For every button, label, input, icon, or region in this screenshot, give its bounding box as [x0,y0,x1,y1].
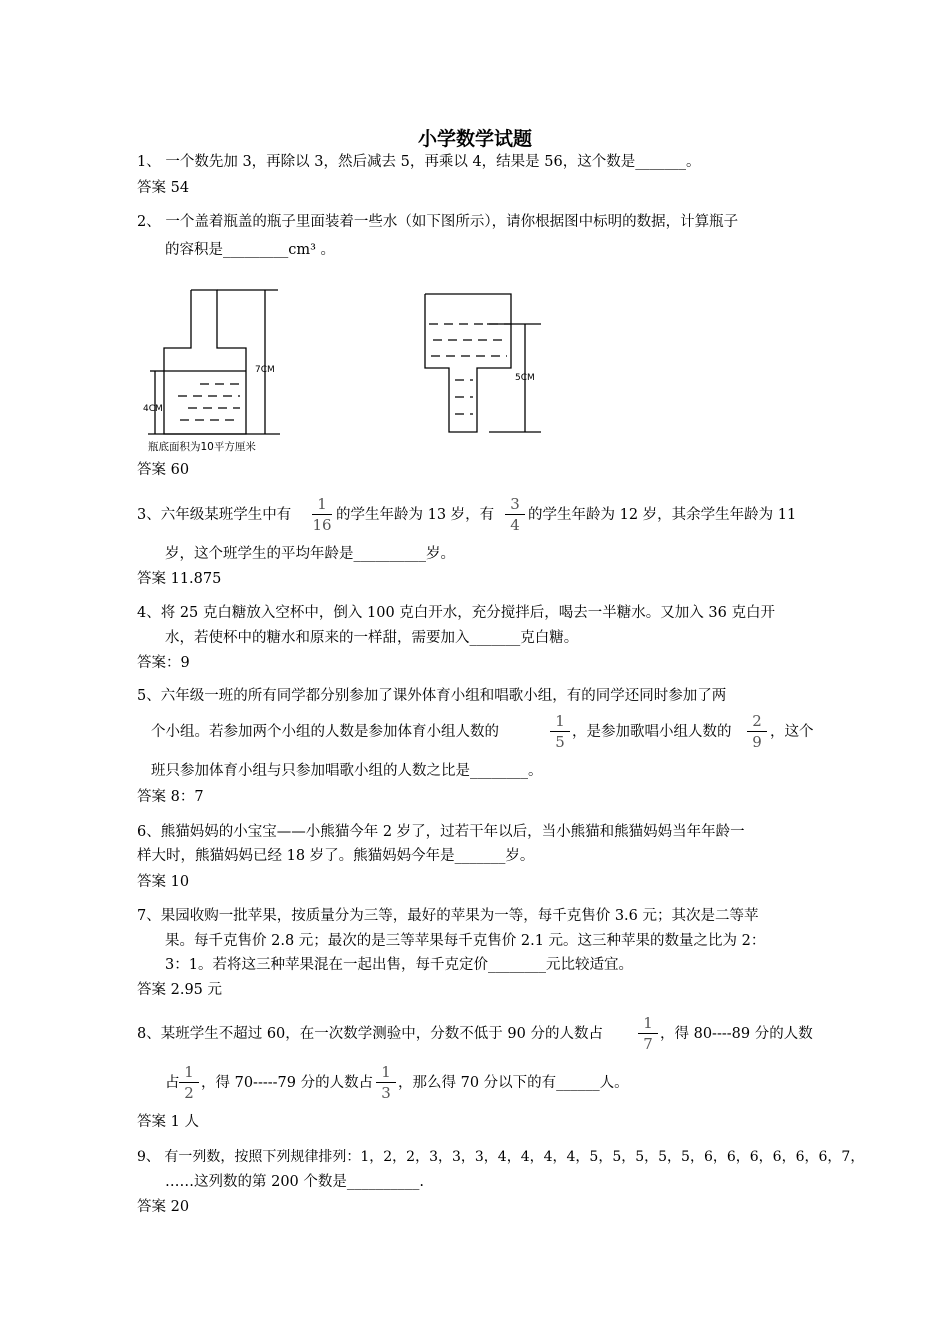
fraction-1-16: 1 16 [312,495,332,534]
fraction-1-5: 1 5 [547,713,573,750]
question-5-line-3: 班只参加体育小组与只参加唱歌小组的人数之比是________。 [151,763,543,779]
question-2-line-1: 2、 一个盖着瓶盖的瓶子里面装着一些水（如下图所示），请你根据图中标明的数据，计算瓶子 [137,214,739,230]
fraction-1-3: 1 3 [373,1064,399,1101]
answer-2: 答案 60 [137,462,190,478]
question-8-part-c: 占 [165,1075,180,1091]
question-3-part-b: 的学生年龄为 13 岁，有 [336,507,495,523]
question-7-line-3: 3：1。若将这三种苹果混在一起出售，每千克定价________元比较适宜。 [165,957,633,973]
answer-7: 答案 2.95 元 [137,982,223,998]
question-3-line-2: 岁，这个班学生的平均年龄是__________岁。 [165,546,455,562]
fig1-height-label: 7CM [255,365,275,375]
bottle-inverted-figure [415,284,555,436]
question-5-line-1: 5、六年级一班的所有同学都分别参加了课外体育小组和唱歌小组，有的同学还同时参加了两 [137,688,727,704]
answer-3: 答案 11.875 [137,571,222,587]
question-7-line-2: 果。每千克售价 2.8 元；最次的是三等苹果每千克售价 2.1 元。这三种苹果的数量之比为 2： [165,933,766,949]
fraction-1-7: 1 7 [635,1015,661,1052]
answer-4: 答案：9 [137,655,190,671]
answer-5: 答案 8：7 [137,789,204,805]
question-6-line-1: 6、熊猫妈妈的小宝宝——小熊猫今年 2 岁了，过若干年以后，当小熊猫和熊猫妈妈当年年龄一 [137,824,745,840]
question-6-line-2: 样大时，熊猫妈妈已经 18 岁了。熊猫妈妈今年是_______岁。 [137,848,535,864]
question-8-part-e: ，那么得 70 分以下的有______人。 [398,1075,629,1091]
bottle-upright-figure [140,284,290,456]
question-3-part-a: 3、六年级某班学生中有 [137,507,292,523]
question-3-part-c: 的学生年龄为 12 岁，其余学生年龄为 11 [528,507,797,523]
question-5-part-c: ，这个 [770,724,814,740]
question-8-part-b: ，得 80----89 分的人数 [660,1026,813,1042]
question-1: 1、 一个数先加 3，再除以 3，然后减去 5，再乘以 4，结果是 56，这个数是_______。 [137,154,701,170]
question-5-part-a: 个小组。若参加两个小组的人数是参加体育小组人数的 [151,724,499,740]
question-7-line-1: 7、果园收购一批苹果，按质量分为三等，最好的苹果为一等，每千克售价 3.6 元；其次是二等苹 [137,908,759,924]
answer-6: 答案 10 [137,874,190,890]
fig2-height-label: 5CM [515,373,535,383]
fig1-caption: 瓶底面积为10平方厘米 [148,441,256,453]
question-2-line-2: 的容积是_________cm³ 。 [165,242,336,258]
answer-9: 答案 20 [137,1199,190,1215]
question-4-line-2: 水，若使杯中的糖水和原来的一样甜，需要加入_______克白糖。 [165,630,579,646]
fraction-3-4: 3 4 [502,496,528,533]
question-9-line-2: ……这列数的第 200 个数是__________. [165,1174,425,1190]
fraction-1-2: 1 2 [176,1064,202,1101]
answer-8: 答案 1 人 [137,1114,199,1130]
question-9-line-1: 9、 有一列数，按照下列规律排列：1，2，2，3，3，3，4，4，4，4，5，5，5，5，5，6，6，6，6，6，6，7， [137,1149,865,1165]
question-4-line-1: 4、将 25 克白糖放入空杯中，倒入 100 克白开水，充分搅拌后，喝去一半糖水。又加入 36 克白开 [137,605,775,621]
question-8-part-a: 8、某班学生不超过 60，在一次数学测验中，分数不低于 90 分的人数占 [137,1026,603,1042]
fig1-water-label: 4CM [143,404,163,414]
fraction-2-9: 2 9 [744,713,770,750]
question-8-part-d: ，得 70-----79 分的人数占 [201,1075,374,1091]
page-title: 小学数学试题 [417,128,532,150]
answer-1: 答案 54 [137,180,190,196]
question-5-part-b: ，是参加歌唱小组人数的 [572,724,732,740]
